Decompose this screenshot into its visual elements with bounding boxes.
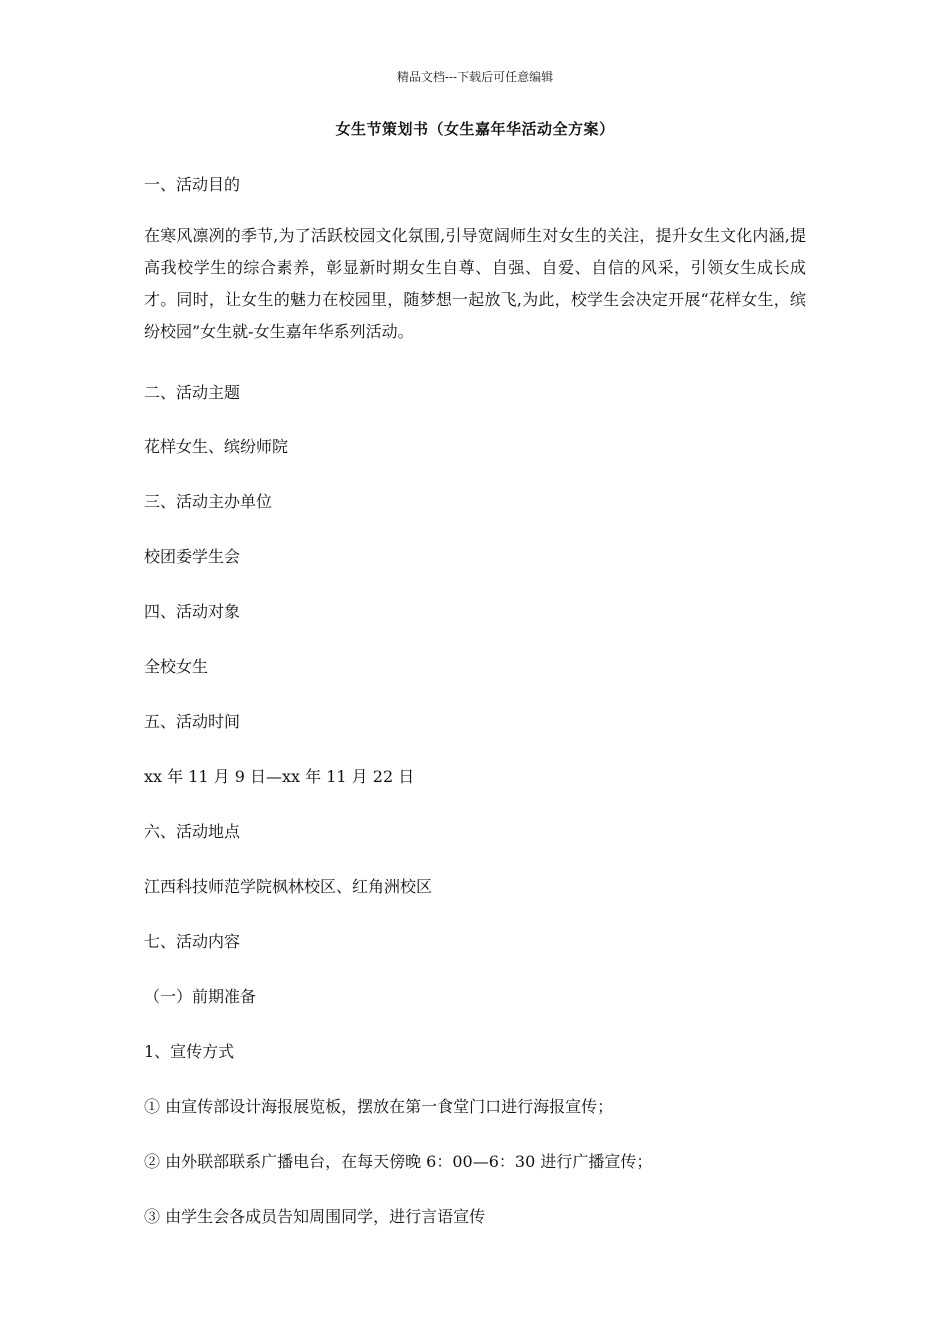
document-title: 女生节策划书（女生嘉年华活动全方案） (335, 120, 615, 138)
section-body-theme: 花样女生、缤纷师院 (144, 437, 289, 456)
list-item: ③ 由学生会各成员告知周围同学，进行言语宣传 (144, 1207, 486, 1226)
section-heading-content: 七、活动内容 (144, 932, 241, 951)
section-body-time: xx 年 11 月 9 日—xx 年 11 月 22 日 (144, 767, 415, 786)
section-body-purpose: 在寒风凛冽的季节,为了活跃校园文化氛围,引导宽阔师生对女生的关注，提升女生文化内涵,提高我校学生的综合素养，彰显新时期女生自尊、自强、自爱、自信的风采，引领女生成长成才。同时，让女生的魅力在校园里，随梦想一起放飞,为此，校学生会决定开展“花样女生，缤纷校园”女生就-女生嘉年华系列活动。 (144, 226, 806, 341)
section-heading-purpose: 一、活动目的 (144, 175, 241, 194)
section-heading-time: 五、活动时间 (144, 712, 241, 731)
section-heading-organizer: 三、活动主办单位 (144, 492, 273, 511)
list-item: ① 由宣传部设计海报展览板，摆放在第一食堂门口进行海报宣传； (144, 1097, 614, 1116)
item-heading-publicity: 1、宣传方式 (144, 1042, 235, 1061)
header-note: 精品文档---下载后可任意编辑 (396, 70, 554, 84)
list-item: ② 由外联部联系广播电台，在每天傍晚 6：00—6：30 进行广播宣传； (144, 1152, 653, 1171)
section-heading-audience: 四、活动对象 (144, 602, 241, 621)
section-body-organizer: 校团委学生会 (144, 547, 241, 566)
section-body-location: 江西科技师范学院枫林校区、红角洲校区 (144, 877, 433, 896)
section-heading-location: 六、活动地点 (144, 822, 241, 841)
subsection-heading-preparation: （一）前期准备 (144, 987, 257, 1006)
section-heading-theme: 二、活动主题 (144, 383, 241, 402)
section-body-audience: 全校女生 (144, 657, 209, 676)
